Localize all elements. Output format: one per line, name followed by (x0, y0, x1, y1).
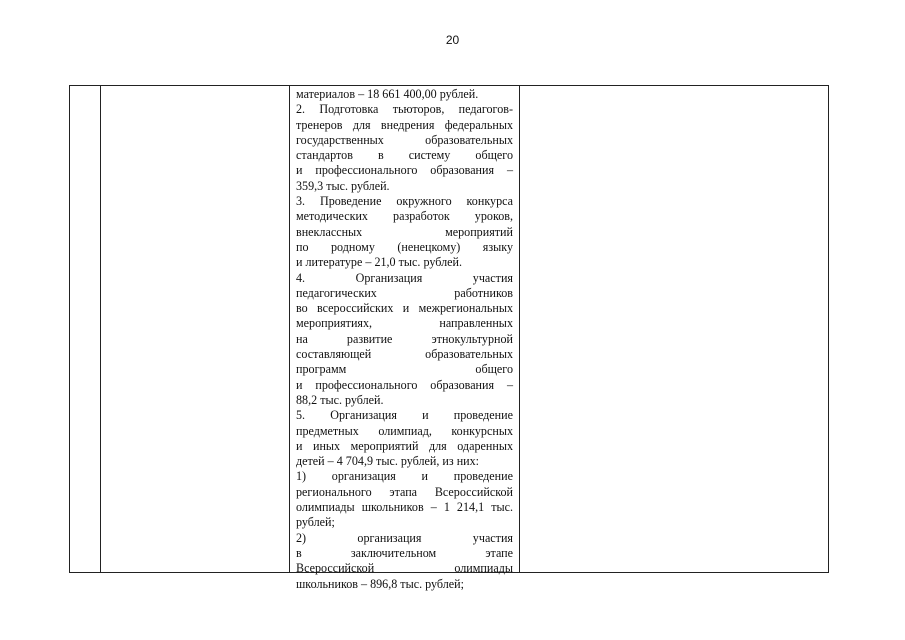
text-line: рублей; (296, 515, 335, 530)
table-cell-measures-text (296, 87, 513, 592)
column-divider-2 (289, 86, 290, 572)
text-line: Всероссийской олимпиады (296, 561, 513, 576)
text-line: и иных мероприятий для одаренных (296, 438, 513, 453)
text-line: в заключительном этапе (296, 545, 513, 560)
text-line: методических разработок уроков, (296, 209, 513, 224)
text-line: 88,2 тыс. рублей. (296, 392, 384, 407)
text-line: мероприятиях, направленных (296, 316, 513, 331)
text-line: тренеров для внедрения федеральных (296, 117, 513, 132)
text-line: стандартов в систему общего (296, 148, 513, 163)
text-line: составляющей образовательных (296, 347, 513, 362)
text-line: по родному (ненецкому) языку (296, 239, 513, 254)
column-divider-3 (519, 86, 520, 572)
text-line: государственных образовательных (296, 132, 513, 147)
page-number: 20 (445, 33, 460, 47)
text-line: 5. Организация и проведение (296, 408, 513, 423)
text-line: и профессионального образования – (296, 377, 513, 392)
text-line: детей – 4 704,9 тыс. рублей, из них: (296, 454, 480, 469)
text-line: на развитие этнокультурной (296, 331, 513, 346)
text-line: 2. Подготовка тьюторов, педагогов- (296, 102, 513, 117)
text-line: 359,3 тыс. рублей. (296, 178, 390, 193)
text-line: и литературе – 21,0 тыс. рублей. (296, 255, 462, 270)
text-line: предметных олимпиад, конкурсных (296, 423, 513, 438)
text-line: олимпиады школьников – 1 214,1 тыс. (296, 500, 513, 515)
table (69, 85, 829, 591)
text-line: и профессионального образования – (296, 163, 513, 178)
text-line: 1) организация и проведение (296, 469, 513, 484)
text-line: регионального этапа Всероссийской (296, 484, 513, 499)
text-line: 2) организация участия (296, 530, 513, 545)
column-divider-1 (100, 86, 101, 572)
text-line: школьников – 896,8 тыс. рублей; (296, 576, 464, 591)
text-line: 3. Проведение окружного конкурса (296, 194, 513, 209)
text-line: внеклассных мероприятий (296, 224, 513, 239)
text-line: во всероссийских и межрегиональных (296, 301, 513, 316)
text-line: 4. Организация участия (296, 270, 513, 285)
text-line: материалов – 18 661 400,00 рублей. (296, 87, 479, 101)
text-line: программ общего (296, 362, 513, 377)
text-line: педагогических работников (296, 285, 513, 300)
